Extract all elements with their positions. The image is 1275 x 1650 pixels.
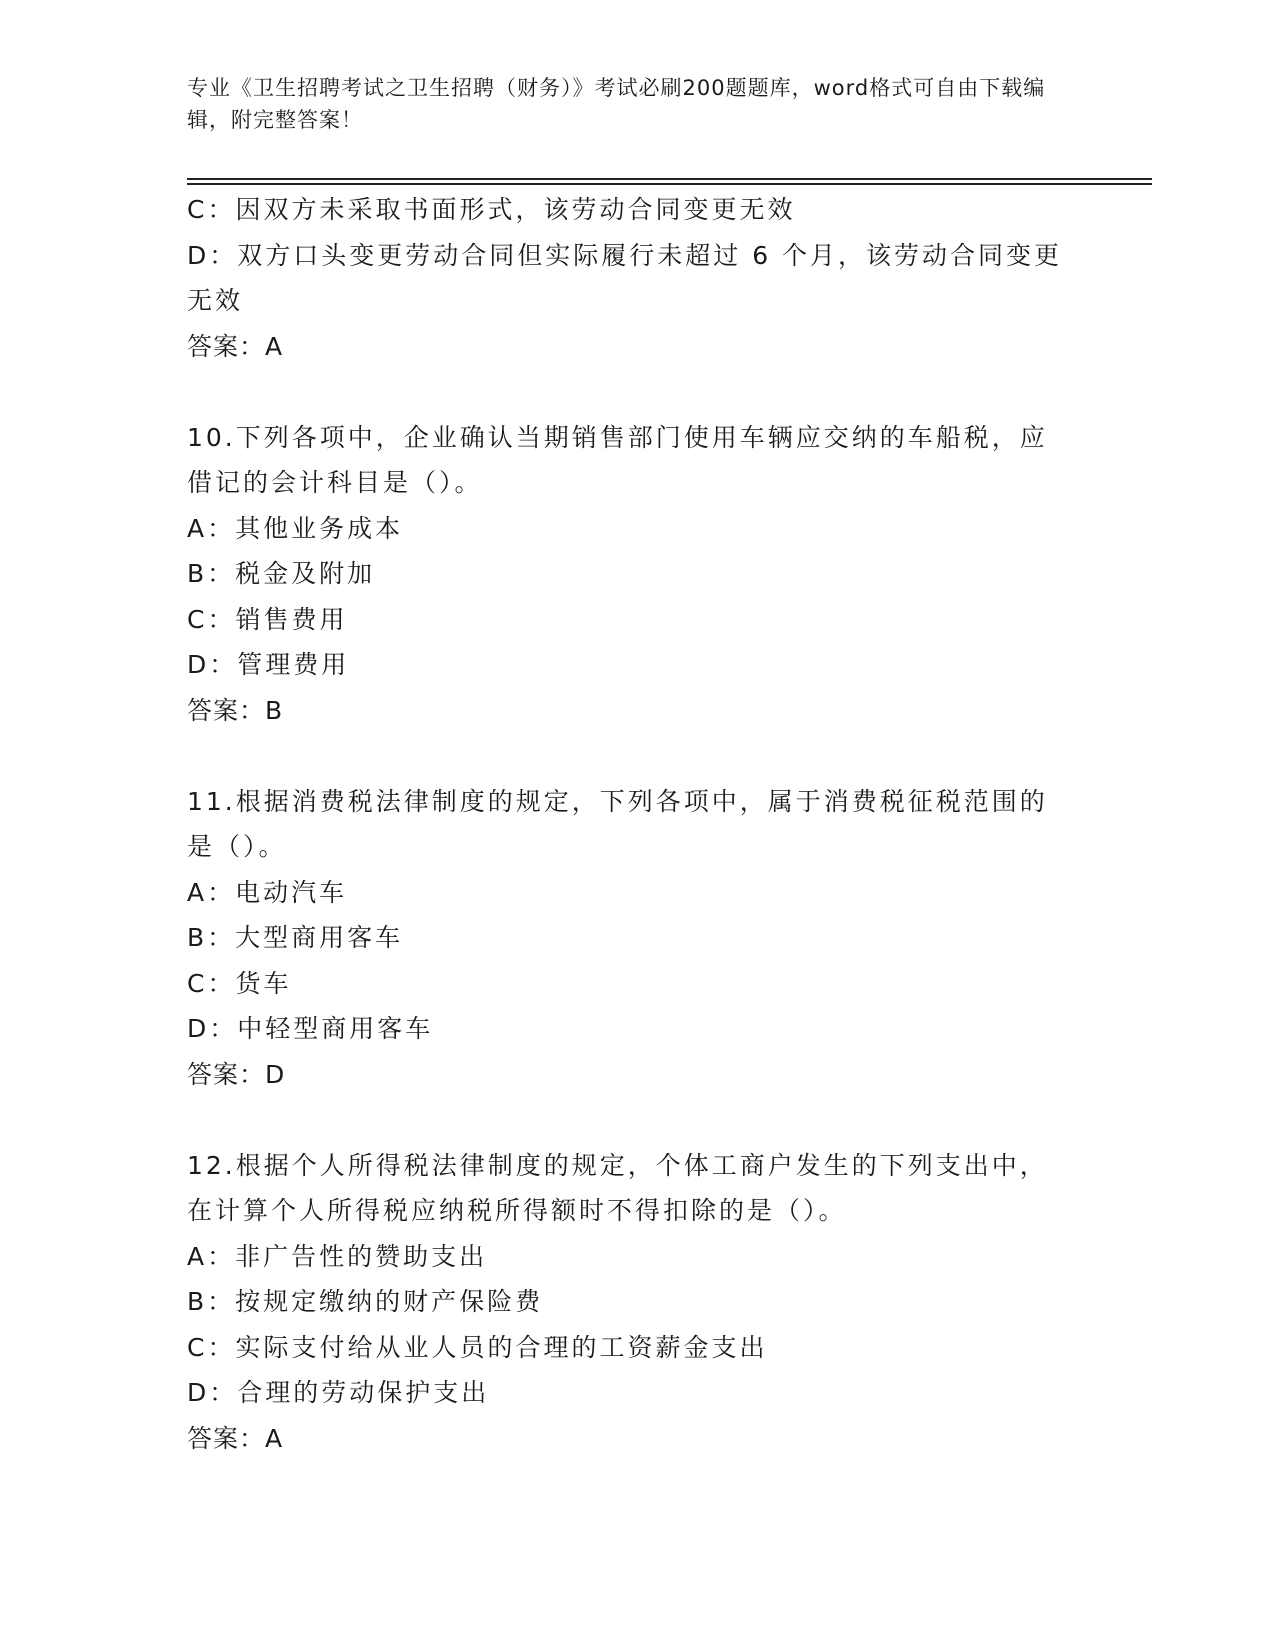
option-d: D：管理费用: [187, 650, 350, 679]
question-stem-line-2: 借记的会计科目是（）。: [187, 468, 483, 497]
spacer: [187, 733, 1077, 779]
header-divider-top: [187, 178, 1152, 180]
question-10: [187, 415, 1077, 734]
option-a: A：非广告性的赞助支出: [187, 1241, 488, 1271]
spacer: [187, 369, 1077, 415]
option-a: A：其他业务成本: [187, 513, 404, 543]
option-b: B：税金及附加: [187, 559, 376, 588]
option-b: B：大型商用客车: [187, 923, 404, 952]
answer: 答案：B: [187, 695, 284, 725]
option-d: D：中轻型商用客车: [187, 1014, 434, 1043]
answer: 答案：A: [187, 331, 284, 361]
question-content: [187, 187, 1077, 1461]
question-9-continuation: [187, 187, 1077, 369]
option-c: C：实际支付给从业人员的合理的工资薪金支出: [187, 1332, 768, 1362]
option-d-line-2: 无效: [187, 286, 244, 315]
answer: 答案：D: [187, 1059, 286, 1089]
question-stem-line-1: 10.下列各项中，企业确认当期销售部门使用车辆应交纳的车船税，应: [187, 422, 1048, 452]
option-d-line-1: D：双方口头变更劳动合同但实际履行未超过 6 个月，该劳动合同变更: [187, 240, 1063, 270]
question-stem-line-1: 12.根据个人所得税法律制度的规定，个体工商户发生的下列支出中，: [187, 1150, 1048, 1180]
question-12: [187, 1143, 1077, 1462]
option-a: A：电动汽车: [187, 877, 348, 907]
question-11: [187, 779, 1077, 1098]
answer: 答案：A: [187, 1423, 284, 1453]
option-c: C：因双方未采取书面形式，该劳动合同变更无效: [187, 195, 796, 224]
option-d: D：合理的劳动保护支出: [187, 1378, 490, 1407]
header-text: 专业《卫生招聘考试之卫生招聘（财务）》考试必刷200题题库，word格式可自由下载编辑，附完整答案！: [187, 76, 1046, 132]
question-stem-line-2: 在计算个人所得税应纳税所得额时不得扣除的是（）。: [187, 1196, 847, 1225]
question-stem-line-2: 是（）。: [187, 832, 287, 861]
question-stem-line-1: 11.根据消费税法律制度的规定，下列各项中，属于消费税征税范围的: [187, 786, 1048, 816]
option-b: B：按规定缴纳的财产保险费: [187, 1287, 544, 1316]
option-c: C：货车: [187, 968, 292, 998]
option-c: C：销售费用: [187, 604, 348, 634]
spacer: [187, 1097, 1077, 1143]
header-divider-bottom: [187, 183, 1152, 185]
document-header: [187, 72, 1067, 136]
